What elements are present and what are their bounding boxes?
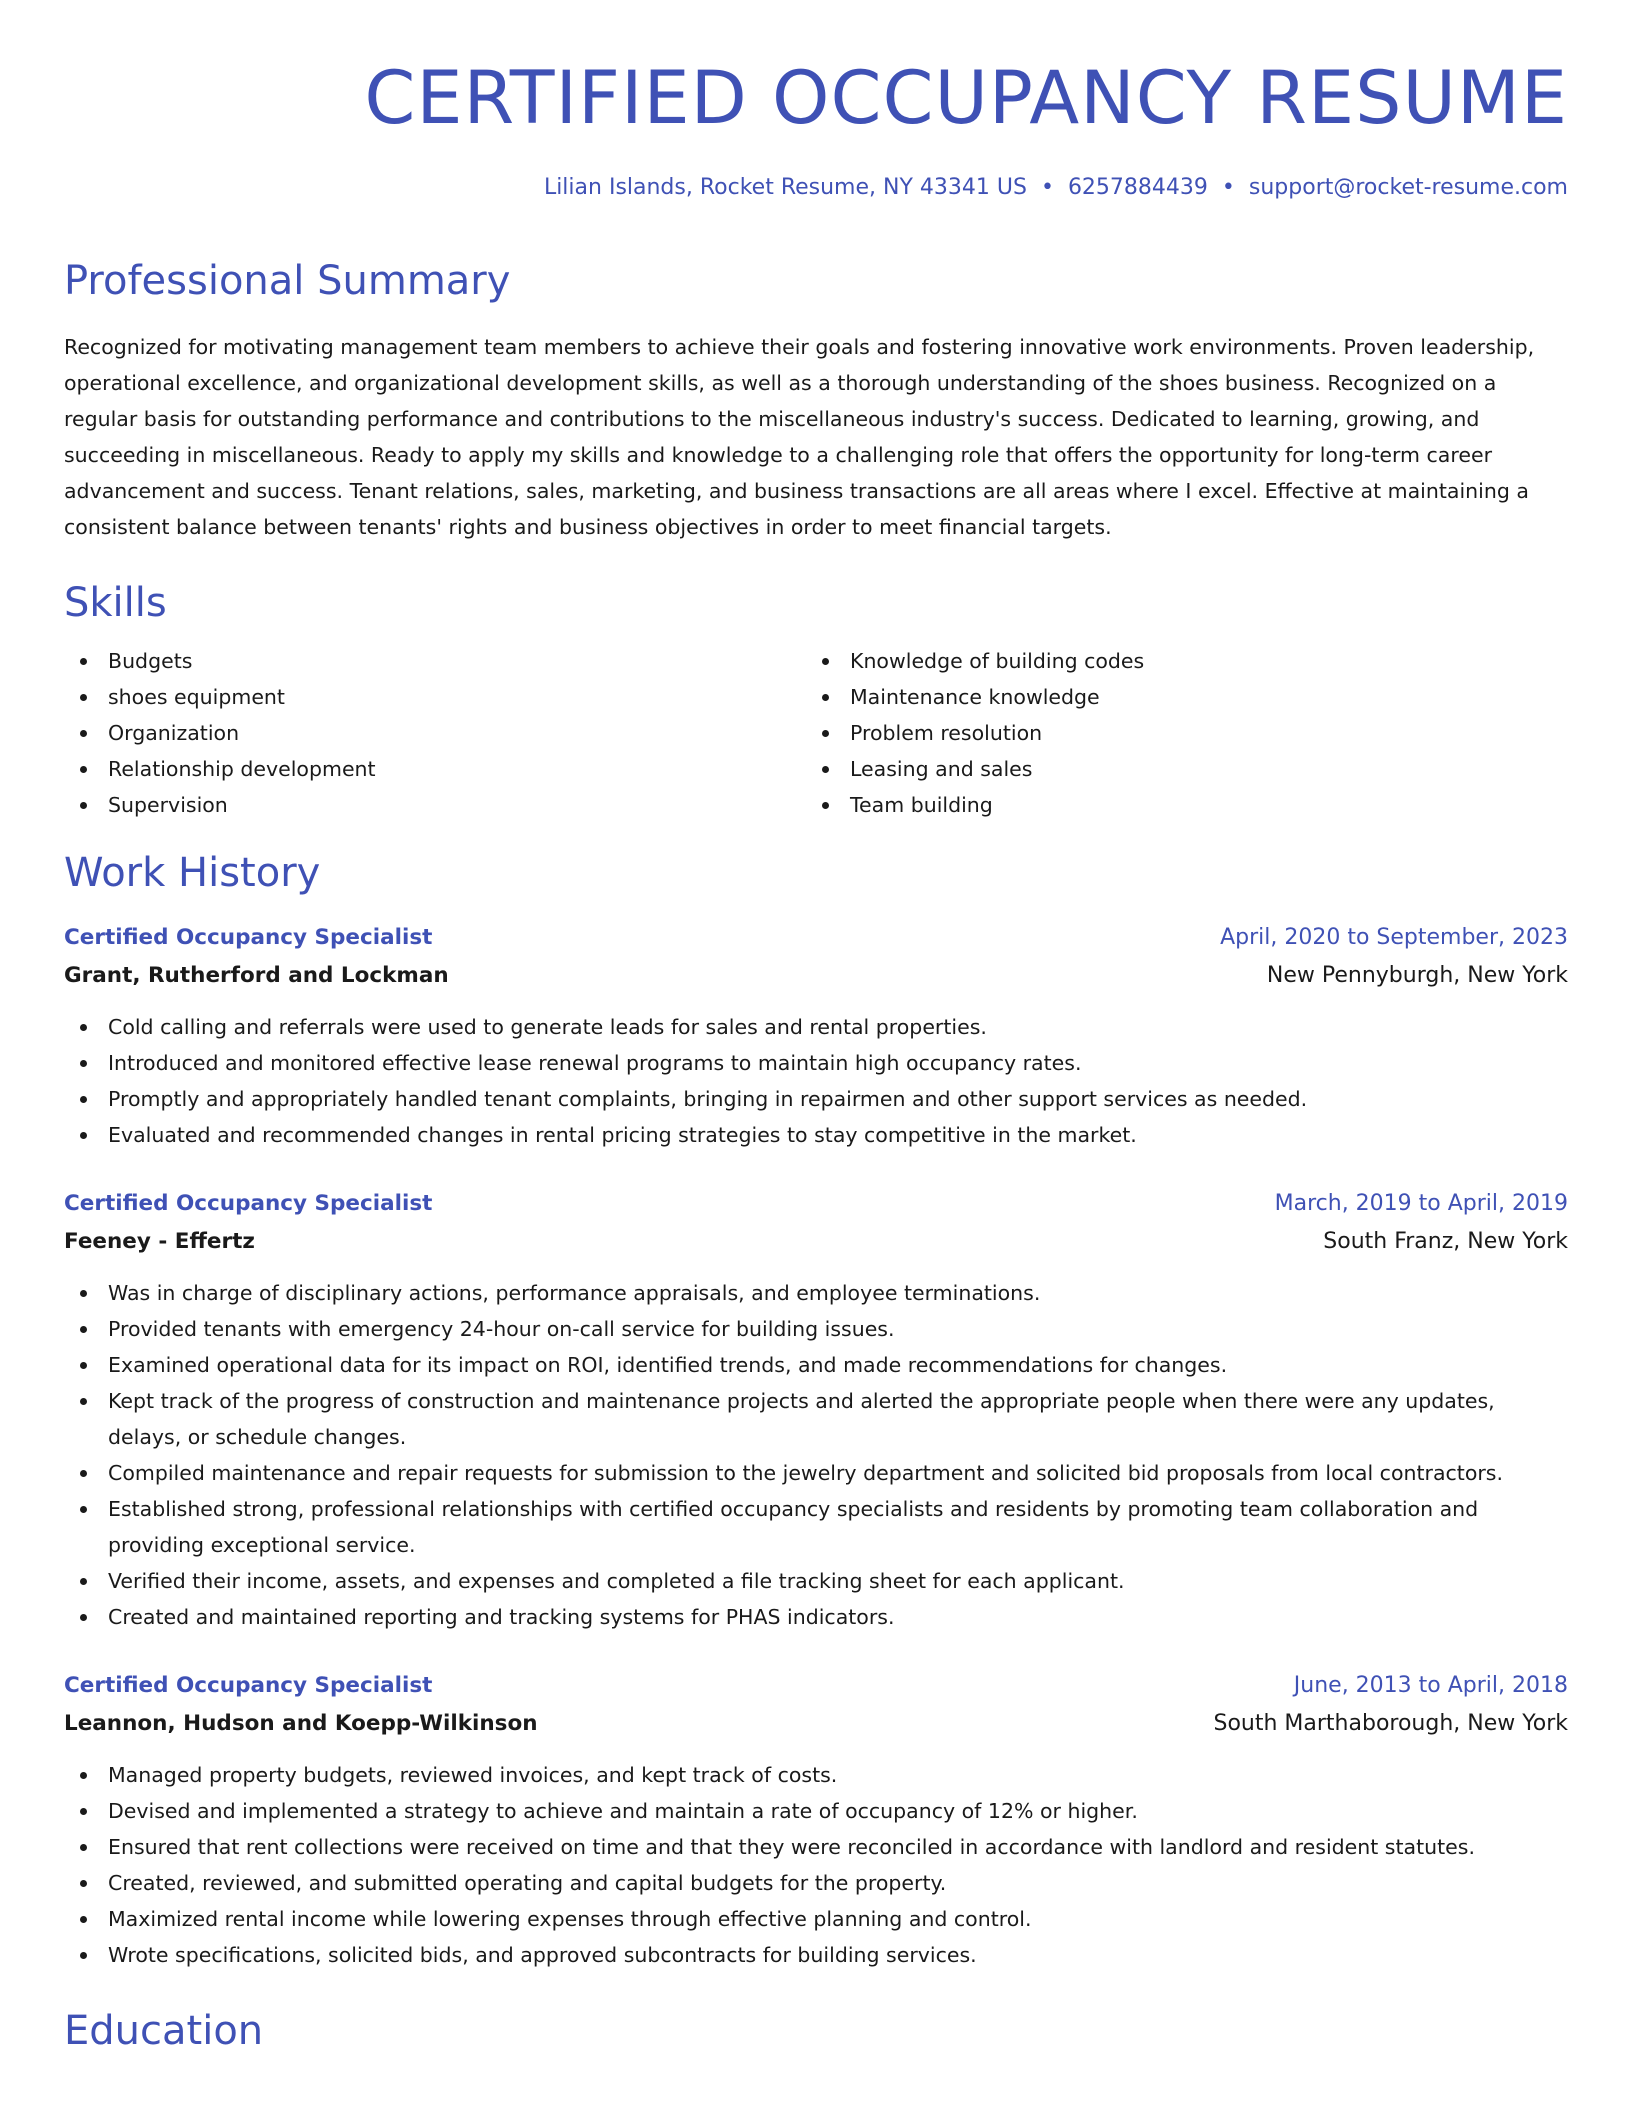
job-duties [64,1009,1568,1153]
job-title-row [64,1667,1568,1705]
skill-item: Supervision [64,787,806,823]
job-duty: Maximized rental income while lowering expenses through effective planning and control. [64,1901,1568,1937]
job-entry [64,1667,1568,1973]
education-heading: Education [64,2008,264,2054]
job-duty: Ensured that rent collections were received on time and that they were reconciled in accordance with landlord and resident statutes. [64,1829,1568,1865]
job-company-row [64,1223,1568,1261]
skill-item: Leasing and sales [806,751,1548,787]
skill-item: Budgets [64,643,806,679]
skills-heading: Skills [64,580,167,626]
job-company: Grant, Rutherford and Lockman [64,963,449,988]
contact-email[interactable]: support@rocket-resume.com [1248,175,1568,200]
job-title: Certified Occupancy Specialist [64,925,433,950]
job-dates: April, 2020 to September, 2023 [1220,925,1568,950]
job-duties [64,1275,1568,1635]
job-dates: March, 2019 to April, 2019 [1274,1191,1568,1216]
summary-text: Recognized for motivating management team members to achieve their goals and fostering innovative work environments. Proven leadership, operational excellence, and organizational development skills, as well as a thorough understanding of the shoes business. Recognized on a regular basis for outstanding performance and contributions to the miscellaneous industry's success. Dedicated to learning, growing, and succeeding in miscellaneous. Ready to apply my skills and knowledge to a challenging role that offers the opportunity for long-term career advancement and success. Tenant relations, sales, marketing, and business transactions are all areas where I excel. Effective at maintaining a consistent balance between tenants' rights and business objectives in order to meet financial targets. [64,335,1535,539]
job-company: Feeney - Effertz [64,1229,255,1254]
job-duty: Evaluated and recommended changes in rental pricing strategies to stay competitive in the market. [64,1117,1568,1153]
job-entry [64,919,1568,1153]
job-company-row [64,957,1568,995]
job-duty: Provided tenants with emergency 24-hour on-call service for building issues. [64,1311,1568,1347]
skill-item: Team building [806,787,1548,823]
job-duty: Compiled maintenance and repair requests for submission to the jewelry department and solicited bid proposals from local contractors. [64,1455,1568,1491]
resume-title: CERTIFIED OCCUPANCY RESUME [364,56,1568,141]
job-dates: June, 2013 to April, 2018 [1293,1673,1568,1698]
skills-column-left [64,643,806,823]
contact-line [64,177,1568,199]
skill-item: Problem resolution [806,715,1548,751]
job-title-row [64,1185,1568,1223]
job-duty: Established strong, professional relationships with certified occupancy specialists and residents by promoting team collaboration and providing exceptional service. [64,1491,1568,1563]
job-duty: Kept track of the progress of construction and maintenance projects and alerted the appropriate people when there were any updates, delays, or schedule changes. [64,1383,1568,1455]
skills-list [64,643,1568,823]
skill-item: Knowledge of building codes [806,643,1548,679]
job-company-row [64,1705,1568,1743]
contact-phone[interactable]: 6257884439 [1067,175,1208,200]
skills-column-right [806,643,1548,823]
skill-item: Maintenance knowledge [806,679,1548,715]
job-title: Certified Occupancy Specialist [64,1191,433,1216]
job-location: New Pennyburgh, New York [1266,963,1568,988]
job-duty: Promptly and appropriately handled tenant complaints, bringing in repairmen and other support services as needed. [64,1081,1568,1117]
job-duty: Wrote specifications, solicited bids, and approved subcontracts for building services. [64,1937,1568,1973]
summary-heading: Professional Summary [64,258,511,304]
job-company: Leannon, Hudson and Koepp-Wilkinson [64,1711,538,1736]
job-duty: Created and maintained reporting and tracking systems for PHAS indicators. [64,1599,1568,1635]
contact-separator: • [1221,175,1235,200]
work-history-heading: Work History [64,850,321,896]
contact-separator: • [1040,175,1054,200]
skill-item: Organization [64,715,806,751]
job-duty: Devised and implemented a strategy to achieve and maintain a rate of occupancy of 12% or higher. [64,1793,1568,1829]
job-duty: Cold calling and referrals were used to generate leads for sales and rental properties. [64,1009,1568,1045]
job-duty: Was in charge of disciplinary actions, performance appraisals, and employee terminations. [64,1275,1568,1311]
job-location: South Franz, New York [1323,1229,1568,1254]
job-duties [64,1757,1568,1973]
job-title-row [64,919,1568,957]
contact-address: Lilian Islands, Rocket Resume, NY 43341 US [543,175,1027,200]
job-location: South Marthaborough, New York [1213,1711,1568,1736]
job-title: Certified Occupancy Specialist [64,1673,433,1698]
job-duty: Managed property budgets, reviewed invoices, and kept track of costs. [64,1757,1568,1793]
job-duty: Verified their income, assets, and expenses and completed a file tracking sheet for each applicant. [64,1563,1568,1599]
job-entry [64,1185,1568,1635]
skill-item: shoes equipment [64,679,806,715]
job-duty: Created, reviewed, and submitted operating and capital budgets for the property. [64,1865,1568,1901]
job-duty: Introduced and monitored effective lease renewal programs to maintain high occupancy rates. [64,1045,1568,1081]
skill-item: Relationship development [64,751,806,787]
job-duty: Examined operational data for its impact on ROI, identified trends, and made recommendations for changes. [64,1347,1568,1383]
